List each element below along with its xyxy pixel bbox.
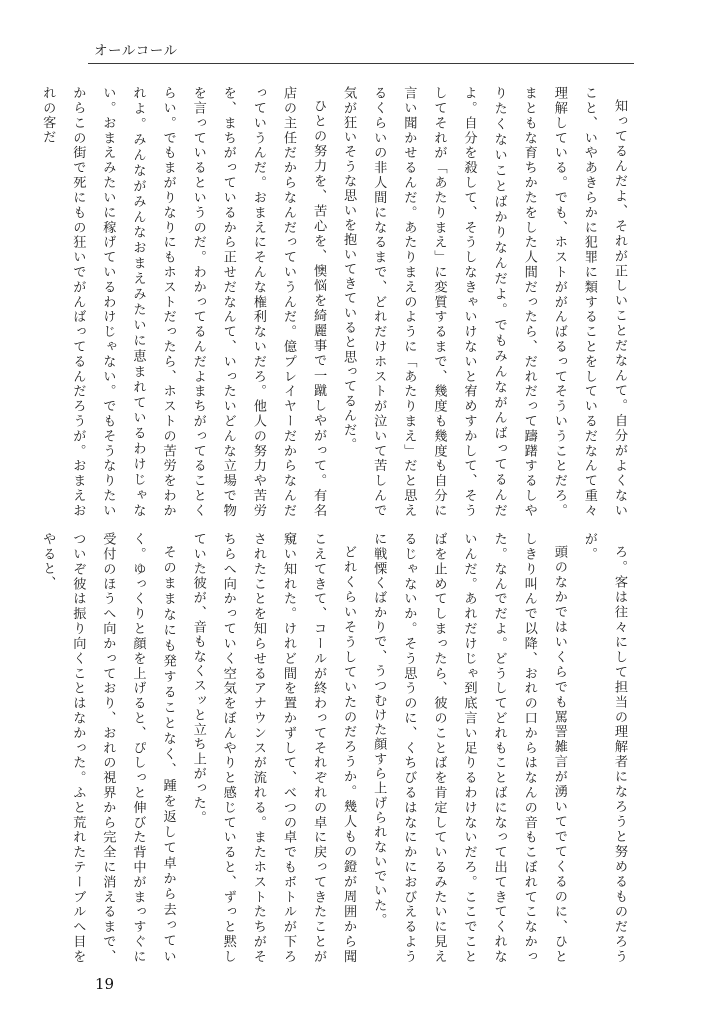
paragraph: ひとの努力を、苦心を、懊悩を綺麗事で一蹴しやがって。有名店の主任だからなんだっていうんだ。億プレイヤーだからなんだっていうんだ。おまえにそんな権利ないだろ。他人の努力や苦労を、まちがっているから正せだなんて、いったいどんな立場で物を言っているというのだ。わかってるんだよまちがってることくらい。でもまがりなりにもホストだったら、ホストの苦労をわかれよ。みんながみんなおまえみたいに恵まれているわけじゃない。おまえみたいに稼げているわけじゃない。でもそうなりたいからこの街で死にもの狂いでがんばってるんだろうが。おまえおれの客だ (40, 86, 327, 518)
running-header (88, 38, 634, 64)
header-title: オールコール (94, 43, 178, 59)
paragraph: ろ。客は往々にして担当の理解者になろうと努めるものだろうが。 (581, 532, 627, 964)
paragraph: そのままなにも発することなく、踵を返して卓から去っていく。ゆっくりと顔を上げると、ぴしっと伸びた背中がまっすぐに受付のほうへ向かっており、おれの視界から完全に消えるまで、ついぞ彼は振り向くことはなかった。ふと荒れたテーブルへ目をやると、 (40, 532, 176, 964)
paragraph: 知ってるんだよ、それが正しいことだなんて。自分がよくないこと、いやあきらかに犯罪に類することをしているだなんて重々理解している。でも、ホストががんばるってそういうことだろ。まともな育ちかたをした人間だったら、だれだって躊躇するしやりたくないことばかりなんだよ。でもみんながんばってるんだよ。自分を殺して、そうしなきゃいけないと宥めすかして、そうしてそれが「あたりまえ」に変質するまで、幾度も幾度も自分に言い聞かせるんだ。あたりまえのように「あたりまえ」だと思えるくらいの非人間になるまで、どれだけホストが泣いて苦しんで気が狂いそうな思いを抱いてきていると思ってるんだ。 (341, 86, 627, 518)
body-text-block-top (40, 86, 634, 518)
page-number: 19 (95, 975, 115, 993)
paragraph: 頭のなかではいくらでも罵詈雑言が湧いてでてくるのに、ひとしきり叫んで以降、おれの口からはなんの音もこぼれてこなかった。なんでだよ。どうしてどれもことばになって出てきてくれないんだ。あれだけじゃ到底言い足りるわけないだろ。ここでことばを止めてしまったら、彼のことばを肯定しているみたいに見えるじゃないか。そう思うのに、くちびるはなにかにおびえるように戦慄くばかりで、うつむけた顔すら上げられないでいた。 (371, 532, 567, 964)
body-text-block-bottom (40, 532, 634, 964)
paragraph: どれくらいそうしていたのだろうか。幾人もの鐙が周囲から聞こえてきて、コールが終わってそれぞれの卓に戻ってきたことが窺い知れた。けれど間を置かずして、べつの卓でもボトルが下ろされたことを知らせるアナウンスが流れる。またホストたちがそちらへ向かっていく空気をぼんやりと感じていると、ずっと黙していた彼が、音もなくスッと立ち上がった。 (190, 532, 357, 964)
